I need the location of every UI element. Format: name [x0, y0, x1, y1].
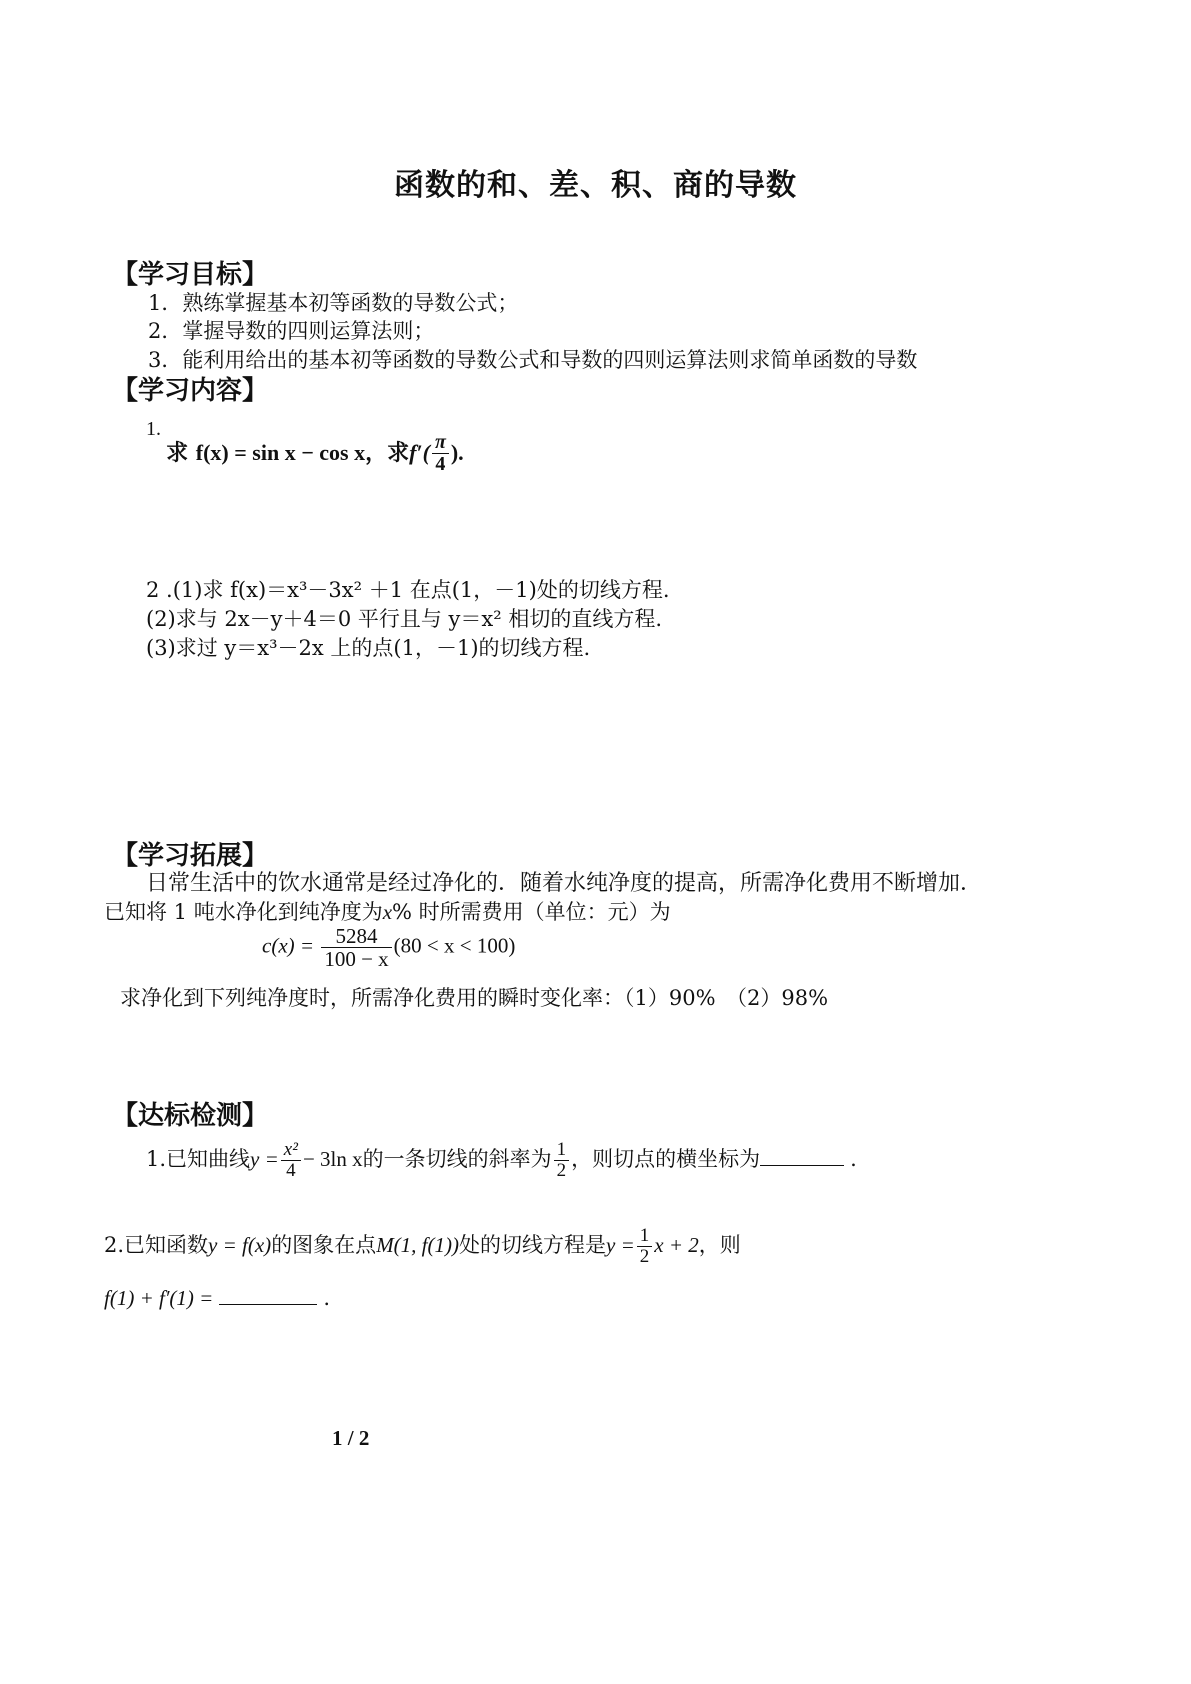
- formula-range: (80 < x < 100): [393, 933, 516, 958]
- one-half-fraction: [554, 1140, 570, 1181]
- content-question-2-part-1: 2 .(1)求 f(x)＝x³－3x² ＋1 在点(1，－1)处的切线方程.: [146, 578, 670, 602]
- check-q2-y: y =: [606, 1232, 635, 1257]
- content-heading: 【学习内容】: [112, 376, 269, 406]
- question-prefix: 求: [166, 440, 189, 466]
- fraction-denominator: 4: [435, 453, 446, 475]
- check-q2-point: M(1, f(1)): [376, 1232, 459, 1257]
- question-1-text: [166, 431, 464, 475]
- extension-variable-x: x: [382, 900, 393, 924]
- objectives-heading: 【学习目标】: [112, 260, 269, 290]
- check-q1-period: .: [850, 1146, 857, 1171]
- cost-denominator: 100 − x: [324, 947, 389, 972]
- objective-item-3: 3．能利用给出的基本初等函数的导数公式和导数的四则运算法则求简单函数的导数: [148, 348, 918, 372]
- check-q2-start: 2.已知函数: [104, 1232, 209, 1257]
- check-q1-denominator: 4: [286, 1159, 296, 1181]
- check-question-2: [104, 1226, 741, 1267]
- check-q2-period: .: [323, 1286, 331, 1310]
- cost-fraction: [321, 925, 391, 970]
- extension-question: 求净化到下列纯净度时，所需净化费用的瞬时变化率：（1）90% （2）98%: [120, 986, 829, 1010]
- check-q2-function: y = f(x): [208, 1232, 272, 1257]
- content-question-1: [146, 418, 464, 475]
- page-number: 1 / 2: [332, 1426, 370, 1450]
- objective-item-2: 2．掌握导数的四则运算法则；: [148, 319, 435, 343]
- extension-line-2-end: % 时所需费用（单位：元）为: [392, 900, 671, 924]
- question-mid: ，求: [365, 440, 410, 466]
- pi-over-4-fraction: [432, 432, 449, 475]
- check-q2-denominator: 2: [639, 1245, 650, 1267]
- check-q2-rest: x + 2: [654, 1232, 699, 1257]
- check-q2-tangent-text: 处的切线方程是: [459, 1232, 606, 1257]
- extension-heading: 【学习拓展】: [112, 841, 269, 871]
- check-question-2-line-2: [104, 1286, 330, 1311]
- check-q1-y: y =: [250, 1146, 279, 1171]
- extension-line-2: [104, 896, 671, 926]
- check-q1-start: 1.已知曲线: [146, 1146, 251, 1171]
- page-title: 函数的和、差、积、商的导数: [394, 168, 797, 203]
- cost-numerator: 5284: [321, 925, 391, 948]
- check-q1-end-text: ，则切点的横坐标为: [571, 1146, 761, 1171]
- slope-denominator: 2: [556, 1159, 567, 1181]
- check-q2-numerator: 1: [637, 1226, 653, 1247]
- check-q2-middle: 的图象在点: [271, 1232, 377, 1257]
- fraction-numerator: π: [432, 432, 449, 454]
- fprime-expression: f′(: [409, 439, 430, 465]
- check-q2-expression: f(1) + f′(1) =: [104, 1286, 214, 1310]
- extension-line-2-start: 已知将 1 吨水净化到纯净度为: [104, 900, 383, 924]
- content-question-2-part-2: (2)求与 2x－y＋4＝0 平行且与 y＝x² 相切的直线方程.: [146, 607, 663, 631]
- check-q1-numerator: x²: [281, 1140, 301, 1161]
- check-q2-end-text: ，则: [698, 1232, 741, 1257]
- answer-blank-2[interactable]: [219, 1304, 317, 1305]
- check-q1-middle: 的一条切线的斜率为: [362, 1146, 552, 1171]
- answer-blank-1[interactable]: [760, 1165, 844, 1166]
- content-question-2-part-3: (3)求过 y＝x³－2x 上的点(1，－1)的切线方程.: [146, 636, 591, 660]
- check-q1-log-term: − 3ln x: [302, 1146, 363, 1171]
- slope-numerator: 1: [554, 1140, 570, 1161]
- check-q2-one-half-fraction: [637, 1226, 653, 1267]
- check-heading: 【达标检测】: [112, 1101, 269, 1131]
- objective-item-1: 1．熟练掌握基本初等函数的导数公式；: [148, 291, 519, 315]
- formula-lhs: c(x) =: [262, 933, 315, 958]
- x-squared-over-4-fraction: [281, 1140, 301, 1181]
- cost-formula: [262, 925, 515, 970]
- question-expression: f(x) = sin x − cos x: [195, 439, 366, 465]
- question-end: ).: [450, 439, 464, 465]
- question-number: 1.: [146, 418, 161, 440]
- extension-line-1: 日常生活中的饮水通常是经过净化的．随着水纯净度的提高，所需净化费用不断增加．: [146, 871, 983, 896]
- check-question-1: [146, 1140, 857, 1181]
